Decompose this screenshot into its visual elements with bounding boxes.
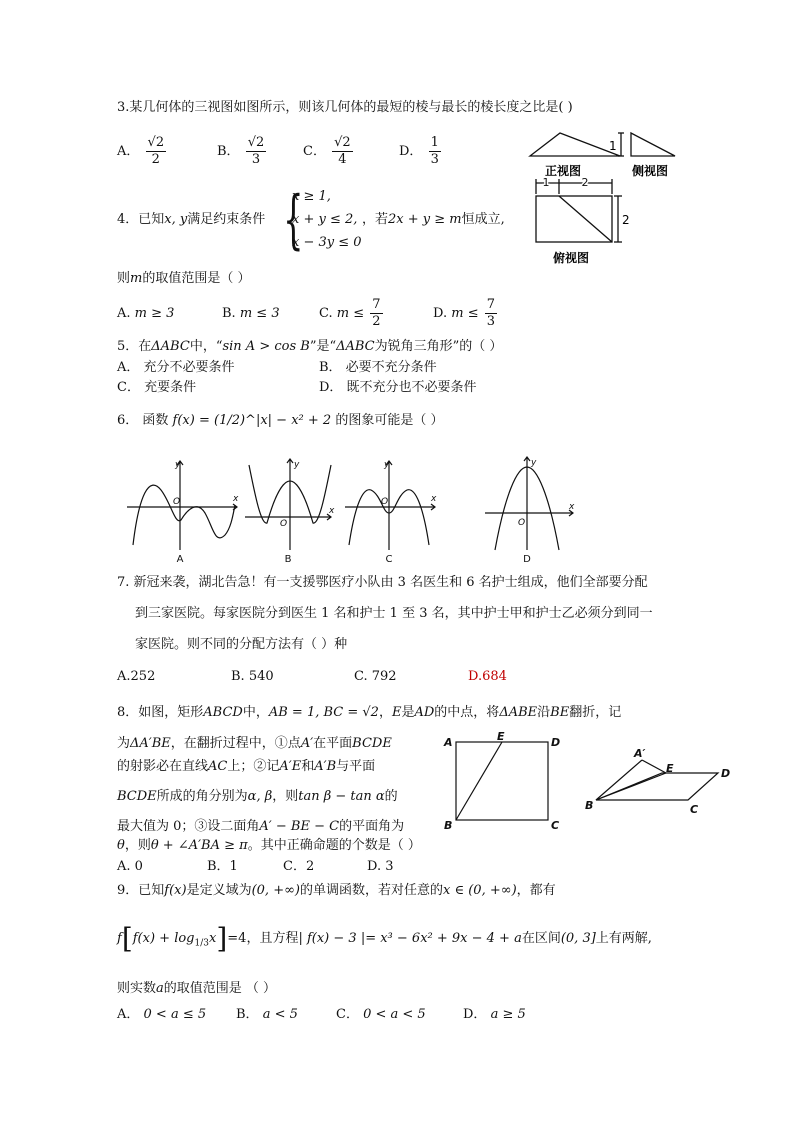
q9-line-3: 则实数a的取值范围是 （ ） — [117, 981, 277, 996]
fig2-point-b: B — [585, 799, 594, 812]
q3-option-d[interactable]: D． $\frac{1}{3}$ — [399, 135, 439, 167]
graph-b-label: B — [284, 554, 292, 565]
q8-line-5: 最大值为 0；③设二面角A′ − BE − C的平面角为 — [117, 819, 405, 834]
graph-a-origin: O — [173, 497, 181, 507]
q8-line-2: 为ΔA′BE，在翻折过程中，①点A′在平面BCDE — [117, 736, 392, 751]
fig1-point-a: A — [444, 736, 453, 749]
q5-option-a[interactable]: A． 充分不必要条件 — [117, 360, 235, 375]
graph-b — [245, 459, 331, 550]
graph-d-label: D — [523, 554, 531, 565]
fig1-point-e: E — [497, 730, 505, 743]
q9-option-b[interactable]: B． a < 5 — [236, 1007, 298, 1022]
q7-option-b[interactable]: B. 540 — [231, 669, 274, 684]
q8-option-b[interactable]: B．1 — [207, 859, 238, 874]
q4-line2: 则m的取值范围是（ ） — [117, 271, 251, 286]
top-dim-2-label: 2 — [581, 176, 589, 189]
front-view-shape — [530, 133, 620, 156]
q8-option-c[interactable]: C．2 — [283, 859, 315, 874]
top-dim-1-label: 1 — [542, 176, 550, 189]
q5-option-d[interactable]: D． 既不充分也不必要条件 — [319, 380, 477, 395]
fig2-point-c: C — [690, 803, 699, 816]
q4-option-a[interactable]: A. m ≥ 3 — [117, 306, 175, 321]
q3-option-a[interactable]: A． $\frac{√2}{2}$ — [117, 135, 165, 167]
q6-graphs — [125, 455, 585, 567]
q8-line-6: θ，则θ + ∠A′BA ≥ π。其中正确命题的个数是（ ） — [117, 838, 421, 853]
q4-constraint-3: x − 3y ≤ 0 — [292, 235, 362, 250]
q8-line-3: 的射影必在直线AC上；②记A′E和A′B与平面 — [117, 759, 376, 774]
graph-d-y: y — [531, 458, 537, 468]
q7-option-d[interactable]: D.684 — [468, 669, 507, 684]
front-view-label: 正视图 — [544, 164, 582, 178]
q4-stem-b: ，若2x + y ≥ m恒成立, — [362, 212, 505, 227]
q5-stem: 5．在ΔABC中，“sin A > cos B”是“ΔABC为锐角三角形”的（ ） — [117, 339, 503, 354]
q4-stem-a: 4．已知x, y满足约束条件 — [117, 212, 266, 227]
graph-a-y: y — [175, 460, 181, 470]
q5-option-b[interactable]: B． 必要不充分条件 — [319, 360, 437, 375]
q4-constraint-1: x ≥ 1, — [292, 189, 331, 204]
fig2-point-e: E — [666, 762, 674, 775]
graph-d — [485, 457, 573, 550]
q6-stem: 6． 函数 f(x) = (1/2)^|x| − x² + 2 的图象可能是（ ） — [117, 413, 444, 428]
side-view-label: 侧视图 — [631, 164, 669, 178]
three-view-figure — [525, 128, 685, 268]
q7-line-3: 家医院。则不同的分配方法有（ ）种 — [135, 637, 348, 652]
q9-line-2: $f[f(x) + \log_{1/3}x]=4$，且方程| f(x) − 3 |= x³ − 6x² + 9x − 4 + a在区间(0, 3]上有两解, — [117, 922, 652, 955]
fig1-point-d: D — [551, 736, 561, 749]
q4-option-b[interactable]: B. m ≤ 3 — [222, 306, 280, 321]
top-view-label: 俯视图 — [552, 251, 590, 265]
q3-stem: 3.某几何体的三视图如图所示，则该几何体的最短的棱与最长的棱长度之比是( ) — [117, 100, 573, 115]
graph-b-x: x — [329, 506, 335, 516]
graph-b-origin: O — [280, 519, 288, 529]
graph-d-origin: O — [518, 518, 526, 528]
graph-c — [345, 461, 435, 550]
q9-line-1: 9．已知f(x)是定义域为(0, +∞)的单调函数，若对任意的x ∈ (0, +∞)，都有 — [117, 883, 556, 898]
fig2-point-d: D — [721, 767, 731, 780]
graph-c-y: y — [384, 460, 390, 470]
graph-a-x: x — [233, 494, 239, 504]
q5-option-c[interactable]: C． 充要条件 — [117, 380, 197, 395]
side-view-shape — [631, 133, 675, 156]
q4-brace: { — [283, 183, 304, 257]
q9-option-d[interactable]: D． a ≥ 5 — [463, 1007, 526, 1022]
q8-folded-figure — [582, 745, 742, 820]
q8-option-a[interactable]: A. 0 — [117, 859, 143, 874]
top-view-shape — [536, 196, 612, 242]
q7-option-c[interactable]: C. 792 — [354, 669, 397, 684]
q3-option-b[interactable]: B． $\frac{√2}{3}$ — [217, 135, 265, 167]
q9-option-a[interactable]: A． 0 < a ≤ 5 — [117, 1007, 207, 1022]
fig1-point-b: B — [444, 819, 453, 832]
q8-line-4: BCDE所成的角分别为α, β，则tan β − tan α的 — [117, 789, 398, 804]
fig2-point-a1: A′ — [634, 747, 646, 760]
q8-rectangle-figure — [440, 732, 570, 832]
graph-d-x: x — [569, 502, 575, 512]
fig1-point-c: C — [551, 819, 560, 832]
graph-b-y: y — [294, 460, 300, 470]
graph-c-origin: O — [381, 497, 389, 507]
q4-constraint-2: x + y ≤ 2, — [292, 212, 358, 227]
q9-option-c[interactable]: C． 0 < a < 5 — [336, 1007, 426, 1022]
graph-c-x: x — [431, 494, 437, 504]
graph-a — [127, 461, 237, 550]
q7-option-a[interactable]: A.252 — [117, 669, 156, 684]
q4-option-c[interactable]: C. m ≤ $\frac{7}{2}$ — [319, 297, 381, 329]
q8-option-d[interactable]: D. 3 — [367, 859, 394, 874]
q3-option-c[interactable]: C． $\frac{√2}{4}$ — [303, 135, 351, 167]
graph-a-label: A — [176, 554, 184, 565]
dim-2-label: 2 — [622, 213, 630, 227]
q8-line-1: 8．如图，矩形ABCD中，AB = 1, BC = √2，E是AD的中点，将ΔABE沿BE翻折，记 — [117, 705, 622, 720]
dim-1-label: 1 — [609, 139, 617, 153]
q7-line-1: 7. 新冠来袭，湖北告急！有一支援鄂医疗小队由 3 名医生和 6 名护士组成，他们全部要分配 — [117, 575, 648, 590]
graph-c-label: C — [385, 554, 393, 565]
q4-option-d[interactable]: D. m ≤ $\frac{7}{3}$ — [433, 297, 496, 329]
q7-line-2: 到三家医院。每家医院分到医生 1 名和护士 1 至 3 名，其中护士甲和护士乙必须分到同一 — [135, 606, 653, 621]
